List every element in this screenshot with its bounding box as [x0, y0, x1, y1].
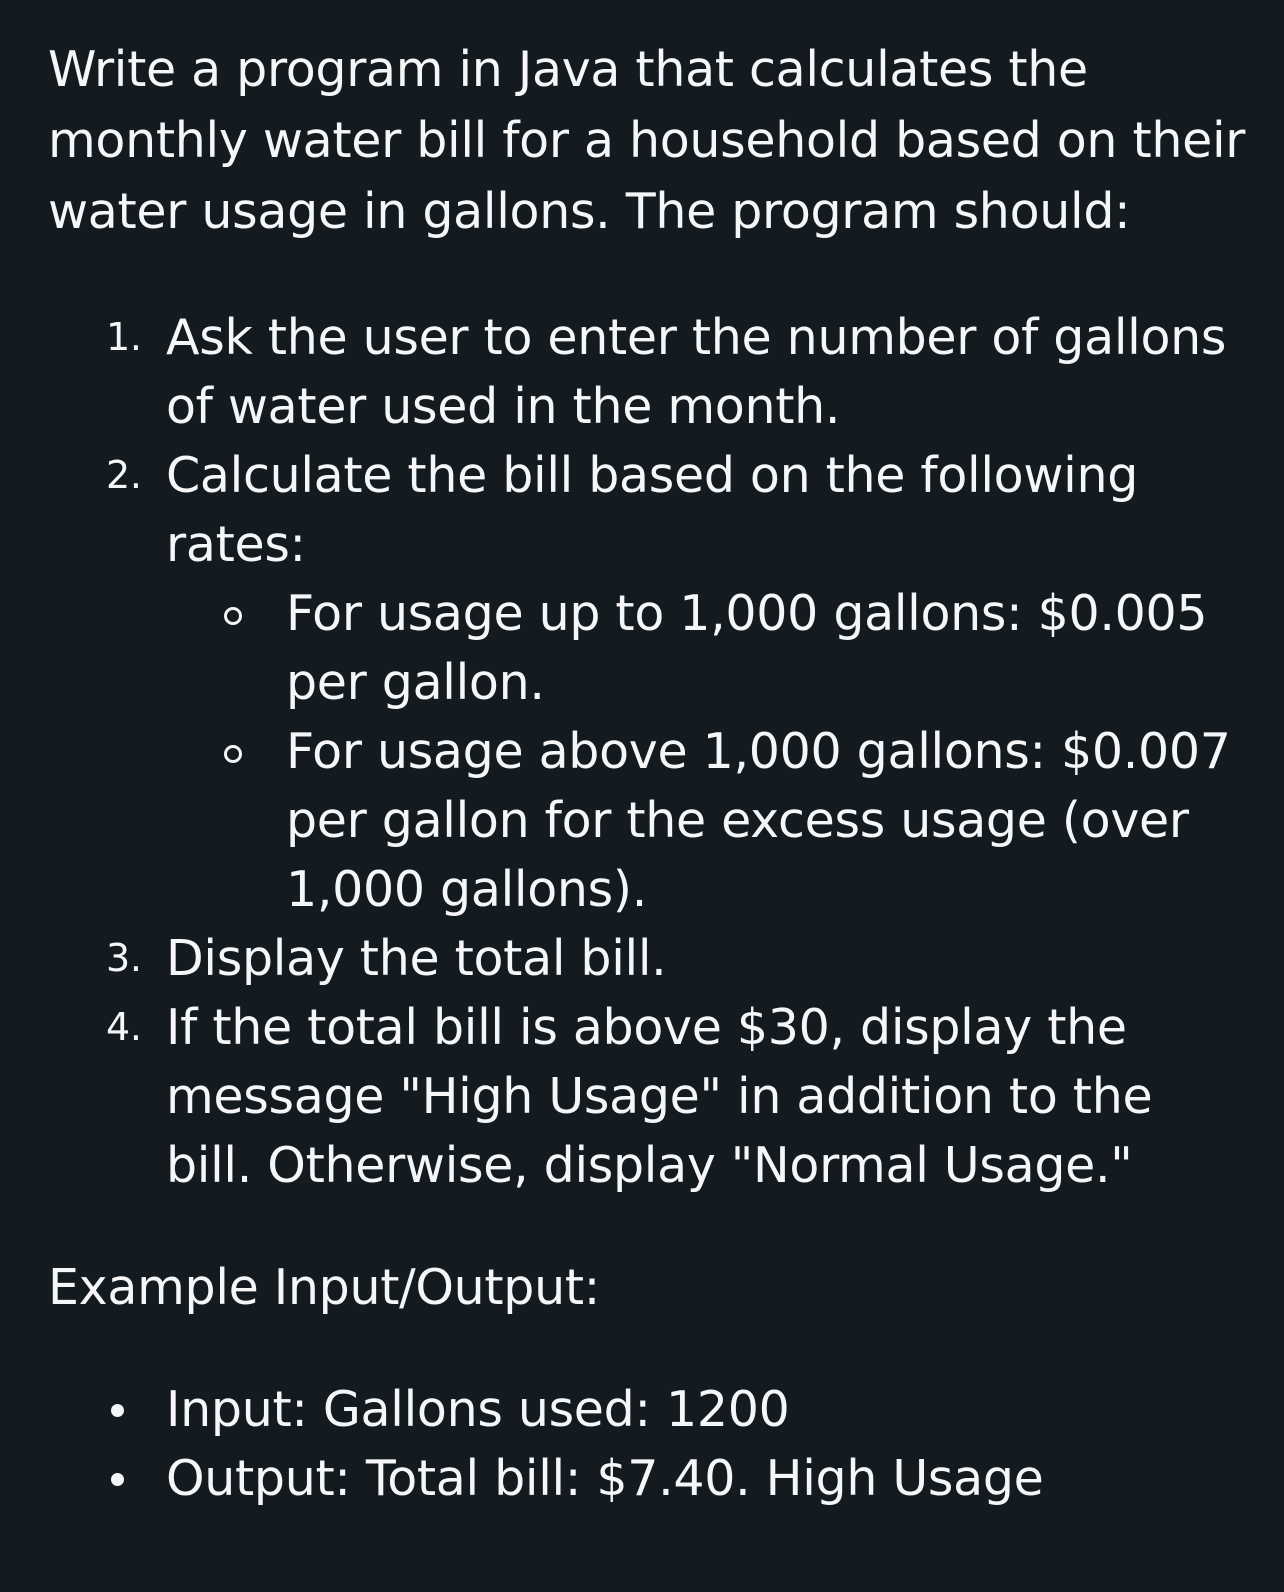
list-item [166, 1444, 1246, 1513]
list-item-text: Ask the user to enter the number of gallons of water used in the month. [166, 309, 1227, 435]
list-item [106, 441, 1246, 924]
examples-list [48, 1375, 1246, 1513]
sublist-item-text: For usage up to 1,000 gallons: $0.005 per gallon. [286, 585, 1208, 711]
list-number: 4. [106, 1005, 142, 1049]
rates-sublist [166, 579, 1246, 924]
example-output-text: Output: Total bill: $7.40. High Usage [166, 1450, 1044, 1507]
hollow-bullet-icon [224, 607, 242, 625]
list-item-text: Display the total bill. [166, 930, 667, 987]
bullet-icon [111, 1473, 124, 1486]
sublist-item [286, 579, 1246, 717]
list-item [166, 1375, 1246, 1444]
hollow-bullet-icon [224, 745, 242, 763]
sublist-item [286, 717, 1246, 924]
list-number: 3. [106, 936, 142, 980]
example-input-text: Input: Gallons used: 1200 [166, 1381, 790, 1438]
list-number: 2. [106, 453, 142, 497]
list-item-text: Calculate the bill based on the following rates: [166, 447, 1139, 573]
list-item-text: If the total bill is above $30, display the message "High Usage" in addition to the bill. Otherwise, display "Normal Usage." [166, 999, 1153, 1194]
example-heading: Example Input/Output: [48, 1259, 600, 1316]
list-number: 1. [106, 315, 142, 359]
intro-paragraph: Write a program in Java that calculates the monthly water bill for a household based on their water usage in gallons. The program should: [48, 41, 1246, 240]
list-item [106, 924, 1246, 993]
list-item [106, 993, 1246, 1200]
steps-list [48, 303, 1246, 1200]
bullet-icon [111, 1404, 124, 1417]
list-item [106, 303, 1246, 441]
sublist-item-text: For usage above 1,000 gallons: $0.007 per gallon for the excess usage (over 1,000 gallons). [286, 723, 1231, 918]
